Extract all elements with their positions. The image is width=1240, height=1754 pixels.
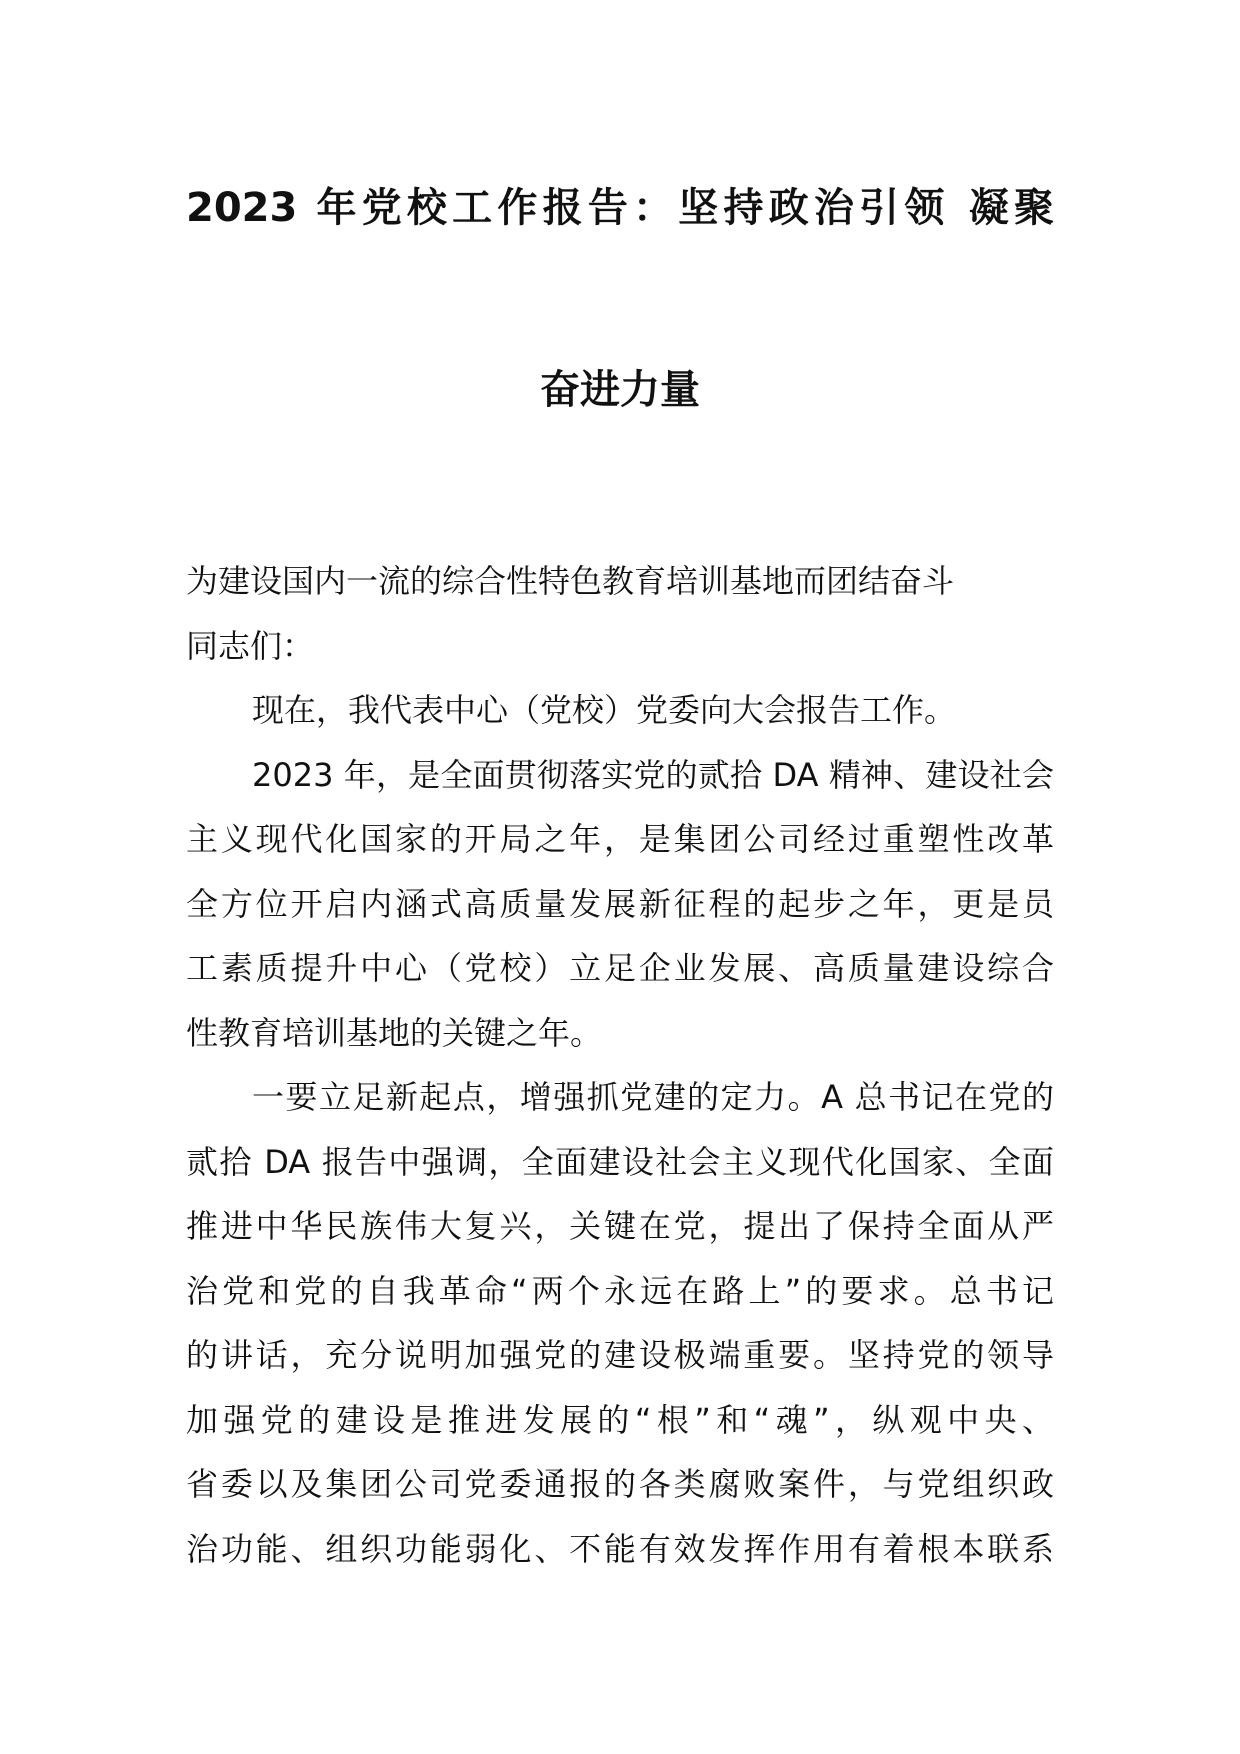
paragraph-line: 省委以及集团公司党委通报的各类腐败案件，与党组织政 <box>186 1465 1054 1503</box>
document-body <box>186 549 1054 1581</box>
paragraph-line: 工素质提升中心（党校）立足企业发展、高质量建设综合 <box>186 949 1054 987</box>
paragraph-line: 贰拾 DA 报告中强调，全面建设社会主义现代化国家、全面 <box>186 1142 1054 1181</box>
paragraph-line: 2023 年，是全面贯彻落实党的贰拾 DA 精神、建设社会 <box>252 755 1054 794</box>
paragraph-line: 的讲话，充分说明加强党的建设极端重要。坚持党的领导 <box>186 1336 1054 1374</box>
paragraph-line: 全方位开启内涵式高质量发展新征程的起步之年，更是员 <box>186 884 1054 923</box>
paragraph-line: 现在，我代表中心（党校）党委向大会报告工作。 <box>252 691 957 729</box>
paragraph-line: 治功能、组织功能弱化、不能有效发挥作用有着根本联系 <box>186 1529 1054 1568</box>
paragraph-line: 治党和党的自我革命“两个永远在路上”的要求。总书记 <box>186 1271 1054 1310</box>
document-title-line-2: 奋进力量 <box>540 367 700 413</box>
subtitle-line: 为建设国内一流的综合性特色教育培训基地而团结奋斗 <box>186 562 955 600</box>
paragraph-line: 加强党的建设是推进发展的“根”和“魂”，纵观中央、 <box>186 1400 1054 1439</box>
paragraph-line: 推进中华民族伟大复兴，关键在党，提出了保持全面从严 <box>186 1207 1054 1245</box>
paragraph-line: 性教育培训基地的关键之年。 <box>186 1013 603 1052</box>
document-title-line-1: 2023 年党校工作报告：坚持政治引领 凝聚 <box>186 185 1054 231</box>
paragraph-line: 主义现代化国家的开局之年，是集团公司经过重塑性改革 <box>186 820 1054 858</box>
salutation-line: 同志们： <box>186 626 315 665</box>
paragraph-line: 一要立足新起点，增强抓党建的定力。A 总书记在党的 <box>252 1078 1054 1116</box>
